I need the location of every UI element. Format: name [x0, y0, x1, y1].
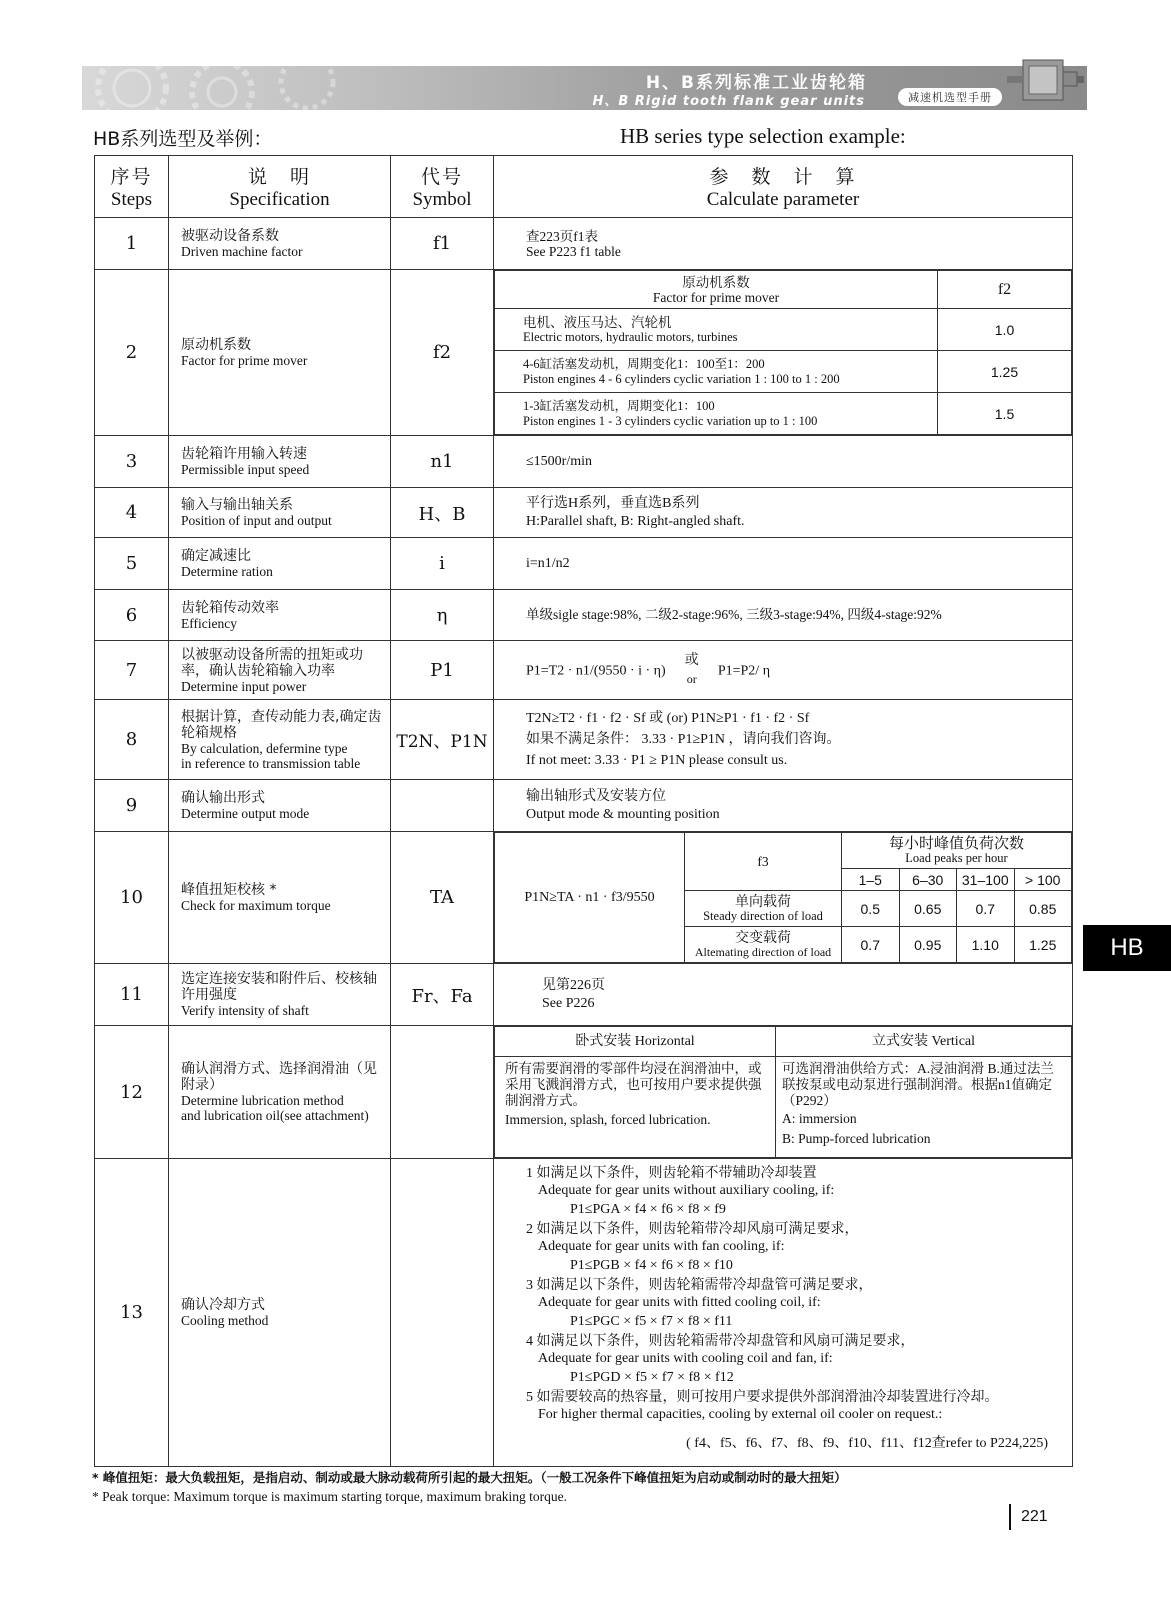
symbol-cell: n1: [391, 436, 494, 488]
banner-title: H、B系列标准工业齿轮箱: [645, 73, 867, 93]
symbol-cell: TA: [391, 832, 494, 964]
cooling-item: 2 如满足以下条件，则齿轮箱带冷却风扇可满足要求， Adequate for gear units with fan cooling, if: P1≤PGB × f4 × f6 × f8 × f10: [526, 1222, 859, 1273]
step-number: 8: [95, 700, 169, 780]
horizontal-label: 卧式安装 Horizontal: [495, 1027, 776, 1057]
param-cell: i=n1/n2: [494, 538, 1073, 590]
lubrication-subtable: [494, 1026, 1072, 1158]
step-number: 2: [95, 270, 169, 436]
f2-header: f2: [938, 271, 1072, 309]
alternating-value: 1.25: [1014, 927, 1072, 963]
steady-value: 0.65: [899, 891, 957, 927]
spec-cell: 选定连接安装和附件后、校核轴许用强度 Verify intensity of shaft: [169, 964, 391, 1026]
step-number: 11: [95, 964, 169, 1026]
symbol-cell: T2N、P1N: [391, 700, 494, 780]
formula-b: P1=P2/ η: [717, 663, 771, 679]
cooling-item: 1 如满足以下条件，则齿轮箱不带辅助冷却装置 Adequate for gear units without auxiliary cooling, if: P1≤PGA × f4 × f6 × f8 × f9: [526, 1166, 835, 1217]
table-row: [95, 270, 1073, 436]
f3-label: f3: [685, 833, 842, 891]
step-number: 5: [95, 538, 169, 590]
param-cell: 见第226页 See P226: [494, 964, 1073, 1026]
peak-col-header: 6–30: [899, 869, 957, 891]
spec-cell: 以被驱动设备所需的扭矩或功率，确认齿轮箱输入功率 Determine input power: [169, 641, 391, 700]
vertical-desc: 可选润滑油供给方式：A.浸油润滑 B.通过法兰联按泵或电动泵进行强制润滑。根据n1值确定（P292） A: immersion B: Pump-forced lubrication: [776, 1057, 1072, 1158]
spec-cell: 被驱动设备系数 Driven machine factor: [169, 218, 391, 270]
param-cell: 单级sigle stage:98%, 二级2-stage:96%, 三级3-stage:94%, 四级4-stage:92%: [494, 590, 1073, 641]
table-row: [95, 436, 1073, 488]
header-steps: 序号 Steps: [95, 156, 169, 218]
table-row: [95, 1159, 1073, 1467]
symbol-cell: [391, 780, 494, 832]
steady-value: 0.85: [1014, 891, 1072, 927]
vertical-label: 立式安装 Vertical: [776, 1027, 1072, 1057]
spec-cell: 根据计算，查传动能力表,确定齿轮箱规格 By calculation, defermine type in reference to transmission table: [169, 700, 391, 780]
step-number: 12: [95, 1026, 169, 1159]
spec-cell: 齿轮箱许用输入转速 Permissible input speed: [169, 436, 391, 488]
symbol-cell: i: [391, 538, 494, 590]
spec-cell: 确认输出形式 Determine output mode: [169, 780, 391, 832]
prime-mover-subtable-cell: [494, 270, 1073, 436]
table-row: [95, 1026, 1073, 1159]
or-cn: 或: [684, 653, 699, 668]
symbol-cell: [391, 1026, 494, 1159]
lubrication-cell: [494, 1026, 1073, 1159]
footnote-cn: * 峰值扭矩：最大负载扭矩，是指启动、制动或最大脉动载荷所引起的最大扭矩。（一般工况条件下峰值扭矩为启动或制动时的最大扭矩）: [92, 1470, 847, 1485]
param-cell: T2N≥T2 · f1 · f2 · Sf 或 (or) P1N≥P1 · f1 · f2 · Sf 如果不满足条件： 3.33 · P1≥P1N ，请向我们咨询。 If not meet: 3.33 · P1 ≥ P1N please consult us.: [494, 700, 1073, 780]
symbol-cell: [391, 1159, 494, 1467]
cooling-item: 5 如需要较高的热容量，则可按用户要求提供外部润滑油冷却装置进行冷却。 For higher thermal capacities, cooling by external oil cooler on request.:: [526, 1390, 999, 1422]
table-row: [95, 488, 1073, 538]
table-row: [95, 832, 1073, 964]
param-cell: 查223页f1表 See P223 f1 table: [494, 218, 1073, 270]
spec-cell: 确认冷却方式 Cooling method: [169, 1159, 391, 1467]
cooling-note: ( f4、f5、f6、f7、f8、f9、f10、f11、f12查refer to P224,225): [686, 1436, 1048, 1451]
header-symbol: 代号 Symbol: [391, 156, 494, 218]
side-tab: HB: [1083, 925, 1171, 971]
f2-value: 1.5: [938, 393, 1072, 435]
step-number: 13: [95, 1159, 169, 1467]
horizontal-desc: 所有需要润滑的零部件均浸在润滑油中，或采用飞溅润滑方式，也可按用户要求提供强制润滑方式。 Immersion, splash, forced lubrication.: [495, 1057, 776, 1158]
prime-mover-option: 4-6缸活塞发动机，周期变化1：100至1：200 Piston engines 4 - 6 cylinders cyclic variation 1 : 100 to 1 : 200: [495, 351, 938, 393]
peak-col-header: > 100: [1014, 869, 1072, 891]
symbol-cell: H、B: [391, 488, 494, 538]
spec-cell: 确定减速比 Determine ration: [169, 538, 391, 590]
prime-mover-header: 原动机系数 Factor for prime mover: [495, 271, 938, 309]
page-number: 221: [1009, 1504, 1048, 1530]
step-number: 1: [95, 218, 169, 270]
alternating-load-label: 交变载荷 Altemating direction of load: [685, 927, 842, 963]
table-row: [95, 964, 1073, 1026]
header-param: 参 数 计 算 Calculate parameter: [494, 156, 1073, 218]
gearbox-icon: [1005, 50, 1085, 110]
footnote-en: * Peak torque: Maximum torque is maximum starting torque, maximum braking torque.: [92, 1489, 568, 1504]
gears-icon: [92, 62, 352, 114]
header-spec: 说 明 Specification: [169, 156, 391, 218]
table-header-row: [95, 156, 1073, 218]
table-row: [95, 780, 1073, 832]
prime-mover-option: 电机、液压马达、汽轮机 Electric motors, hydraulic motors, turbines: [495, 309, 938, 351]
spec-cell: 确认润滑方式、选择润滑油（见附录） Determine lubrication method and lubrication oil(see attachment): [169, 1026, 391, 1159]
step-number: 6: [95, 590, 169, 641]
table-row: [95, 590, 1073, 641]
step-number: 4: [95, 488, 169, 538]
table-row: [95, 538, 1073, 590]
steady-load-label: 单向载荷 Steady direction of load: [685, 891, 842, 927]
peak-col-header: 31–100: [957, 869, 1015, 891]
spec-cell: 齿轮箱传动效率 Efficiency: [169, 590, 391, 641]
page-title-en: HB series type selection example:: [620, 124, 906, 148]
step-number: 3: [95, 436, 169, 488]
param-cell: ≤1500r/min: [494, 436, 1073, 488]
cooling-item: 3 如满足以下条件，则齿轮箱需带冷却盘管可满足要求， Adequate for gear units with fitted cooling coil, if: P1≤PGC × f5 × f7 × f8 × f11: [526, 1278, 873, 1329]
formula-a: P1=T2 · n1/(9550 · i · η): [526, 663, 666, 679]
symbol-cell: f1: [391, 218, 494, 270]
page-title-cn: HB系列选型及举例：: [93, 128, 273, 150]
table-row: [95, 218, 1073, 270]
peak-torque-cell: [494, 832, 1073, 964]
symbol-cell: f2: [391, 270, 494, 436]
cooling-cell: [494, 1159, 1073, 1467]
prime-mover-subtable: [494, 270, 1072, 435]
table-row: [95, 700, 1073, 780]
steady-value: 0.5: [842, 891, 900, 927]
symbol-cell: η: [391, 590, 494, 641]
peak-col-header: 1–5: [842, 869, 900, 891]
step-number: 10: [95, 832, 169, 964]
step-number: 9: [95, 780, 169, 832]
manual-tag: 减速机选型手册: [898, 88, 1002, 106]
param-cell: [494, 641, 1073, 700]
alternating-value: 0.7: [842, 927, 900, 963]
cooling-item: 4 如满足以下条件，则齿轮箱需带冷却盘管和风扇可满足要求， Adequate for gear units with cooling coil and fan, if: P1≤PGD × f5 × f7 × f8 × f12: [526, 1334, 915, 1385]
peak-formula: P1N≥TA · n1 · f3/9550: [495, 833, 685, 963]
spec-cell: 输入与输出轴关系 Position of input and output: [169, 488, 391, 538]
table-row: [95, 641, 1073, 700]
symbol-cell: Fr、Fa: [391, 964, 494, 1026]
alternating-value: 1.10: [957, 927, 1015, 963]
spec-cell: 峰值扭矩校核 * Check for maximum torque: [169, 832, 391, 964]
f2-value: 1.25: [938, 351, 1072, 393]
symbol-cell: P1: [391, 641, 494, 700]
selection-table: [94, 155, 1073, 1467]
alternating-value: 0.95: [899, 927, 957, 963]
param-cell: 平行选H系列，垂直选B系列 H:Parallel shaft, B: Right-angled shaft.: [494, 488, 1073, 538]
step-number: 7: [95, 641, 169, 700]
peaks-header: 每小时峰值负荷次数 Load peaks per hour: [842, 833, 1072, 869]
param-cell: 输出轴形式及安装方位 Output mode & mounting position: [494, 780, 1073, 832]
f2-value: 1.0: [938, 309, 1072, 351]
banner-subtitle: H、B Rigid tooth flank gear units: [592, 94, 865, 109]
spec-cell: 原动机系数 Factor for prime mover: [169, 270, 391, 436]
prime-mover-option: 1-3缸活塞发动机，周期变化1：100 Piston engines 1 - 3 cylinders cyclic variation up to 1 : 100: [495, 393, 938, 435]
steady-value: 0.7: [957, 891, 1015, 927]
peak-torque-subtable: [494, 832, 1072, 963]
header-banner: [82, 66, 1087, 110]
or-en: or: [686, 672, 697, 686]
